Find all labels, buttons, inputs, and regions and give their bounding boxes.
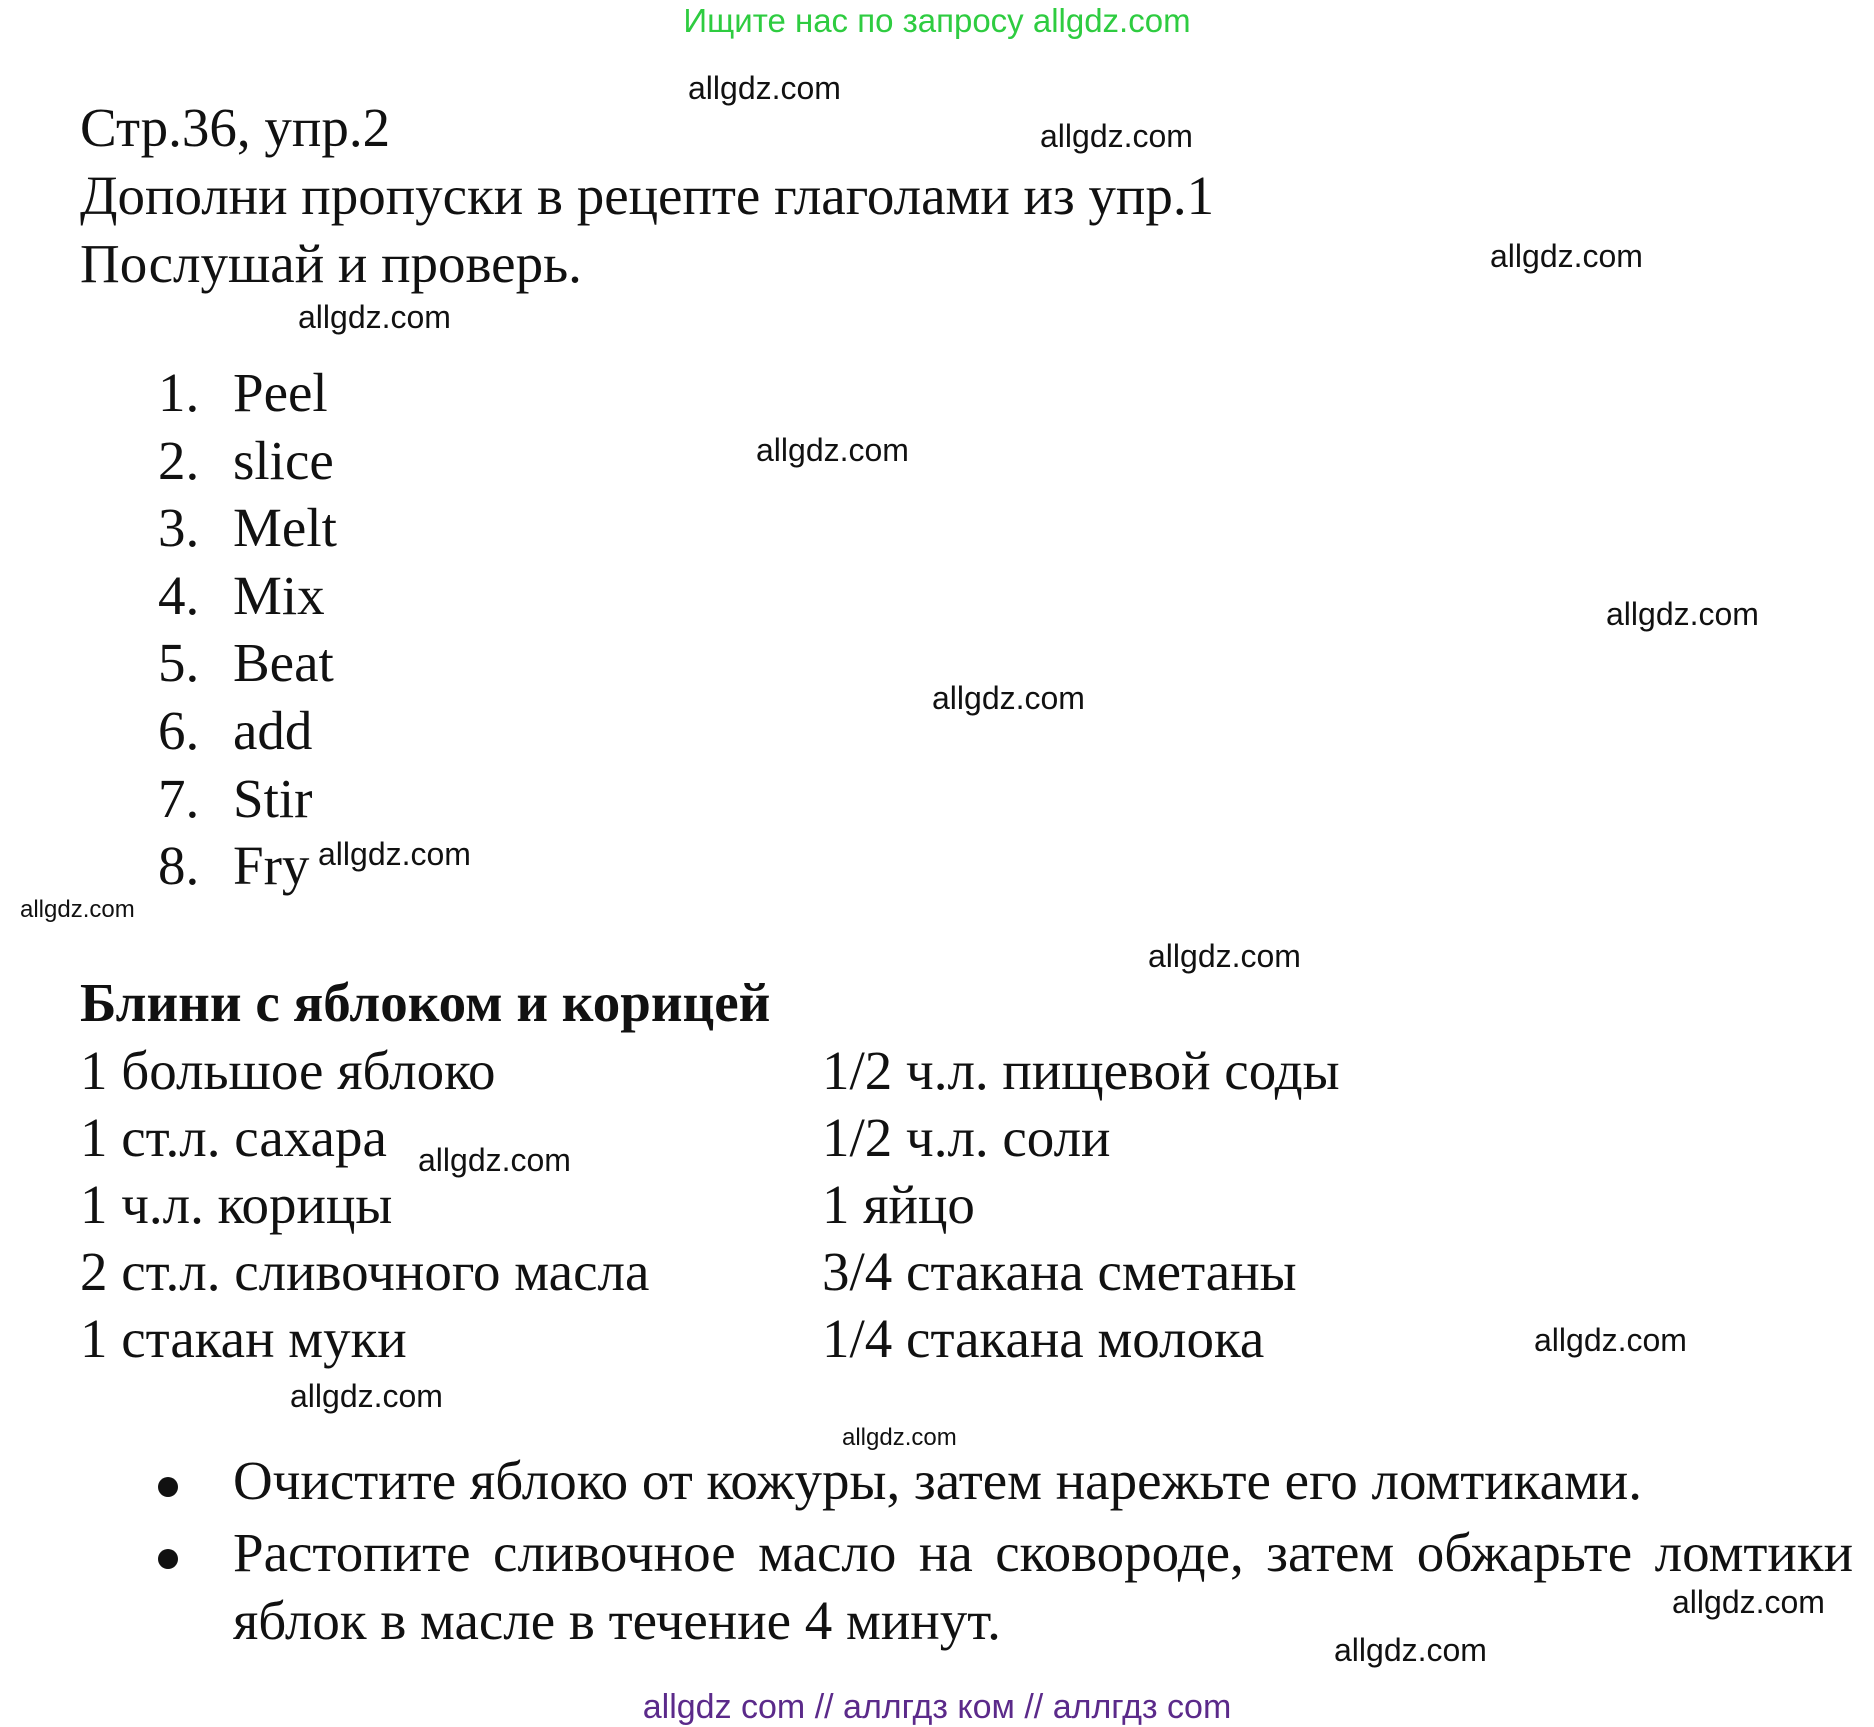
watermark: allgdz.com — [1334, 1632, 1487, 1668]
verb-answer: Fry — [233, 835, 310, 897]
list-number: 5. — [158, 632, 200, 694]
watermark: allgdz.com — [1534, 1322, 1687, 1358]
list-item — [158, 1519, 1858, 1655]
footer-links: allgdz com // аллгдз ком // аллгдз com — [642, 1688, 1232, 1726]
recipe-title: Блини с яблоком и корицей — [80, 972, 771, 1033]
watermark: allgdz.com — [1148, 938, 1301, 974]
ingredient-left: 1 стакан муки — [80, 1308, 407, 1369]
verb-answer: Mix — [233, 564, 325, 626]
recipe-steps — [158, 1447, 1858, 1659]
watermark: allgdz.com — [298, 299, 451, 335]
top-banner: Ищите нас по запросу allgdz.com — [683, 2, 1191, 39]
list-number: 6. — [158, 699, 200, 761]
task-instruction-2: Послушай и проверь. — [80, 233, 582, 294]
ingredient-right: 3/4 стакана сметаны — [822, 1241, 1297, 1302]
ingredient-right: 1/2 ч.л. соли — [822, 1107, 1111, 1168]
list-item — [158, 1447, 1858, 1515]
list-number: 4. — [158, 564, 200, 626]
ingredient-left: 1 ст.л. сахара — [80, 1107, 387, 1168]
watermark: allgdz.com — [1606, 596, 1759, 632]
verb-answer: Stir — [233, 767, 313, 829]
list-number: 1. — [158, 362, 200, 423]
watermark: allgdz.com — [1490, 238, 1643, 274]
watermark: allgdz.com — [318, 836, 471, 872]
list-number: 2. — [158, 429, 200, 491]
watermark: allgdz.com — [1672, 1584, 1825, 1620]
list-number: 8. — [158, 835, 200, 897]
verb-answer: Peel — [233, 362, 328, 423]
list-number: 7. — [158, 767, 200, 829]
bullet-icon — [158, 1477, 178, 1497]
bullet-icon — [158, 1549, 178, 1569]
list-number: 3. — [158, 497, 200, 559]
watermark: allgdz.com — [688, 70, 841, 106]
recipe-step: Растопите сливочное масло на сковороде, затем обжарьте ломтики яблок в масле в течение 4 минут. — [233, 1522, 1853, 1651]
verb-answer: add — [233, 699, 313, 761]
watermark: allgdz.com — [842, 1424, 957, 1451]
verb-answer: Beat — [233, 632, 334, 694]
watermark: allgdz.com — [418, 1142, 571, 1178]
ingredient-left: 1 большое яблоко — [80, 1040, 496, 1101]
watermark: allgdz.com — [290, 1378, 443, 1414]
recipe-step: Очистите яблоко от кожуры, затем нарежьте его ломтиками. — [233, 1450, 1642, 1511]
watermark: allgdz.com — [1040, 118, 1193, 154]
ingredient-right: 1 яйцо — [822, 1174, 975, 1235]
watermark: allgdz.com — [932, 680, 1085, 716]
verb-answer: Melt — [233, 497, 337, 559]
page-title: Стр.36, упр.2 — [80, 97, 391, 158]
ingredient-right: 1/4 стакана молока — [822, 1308, 1265, 1369]
ingredient-left: 1 ч.л. корицы — [80, 1174, 393, 1235]
ingredient-left: 2 ст.л. сливочного масла — [80, 1241, 650, 1302]
watermark: allgdz.com — [20, 896, 135, 923]
task-instruction: Дополни пропуски в рецепте глаголами из упр.1 — [80, 165, 1215, 226]
watermark: allgdz.com — [756, 432, 909, 468]
verb-answer: slice — [233, 429, 334, 491]
ingredient-right: 1/2 ч.л. пищевой соды — [822, 1040, 1340, 1101]
